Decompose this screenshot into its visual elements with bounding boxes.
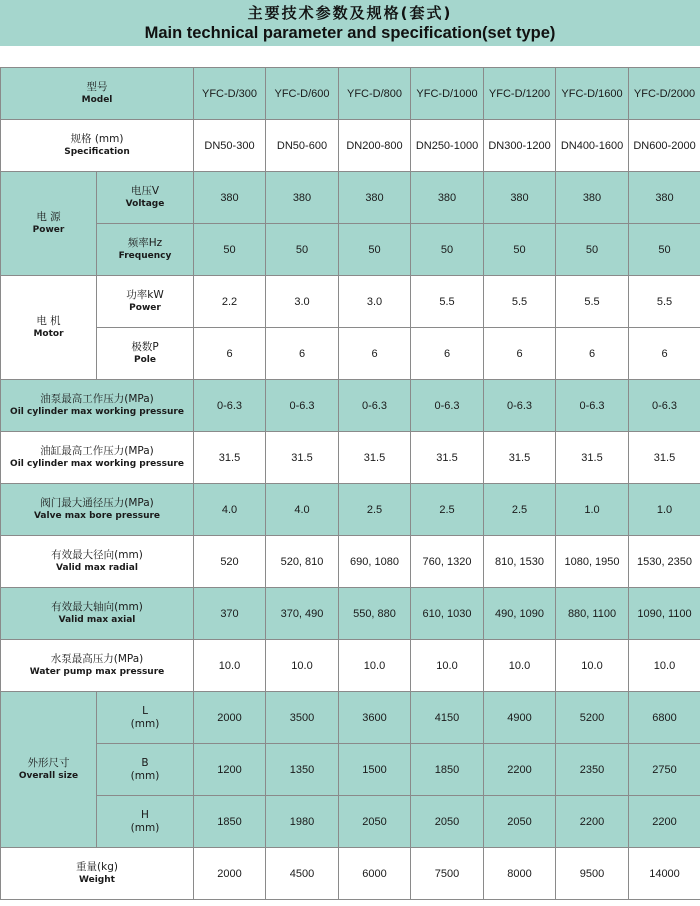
row-size-h (1, 796, 700, 848)
size-b-cell: 1850 (411, 744, 484, 796)
voltage-cell: 380 (556, 172, 629, 224)
water-pump-cell: 10.0 (339, 640, 411, 692)
radial-cell: 520 (194, 536, 266, 588)
title-english: Main technical parameter and specification(set type) (144, 24, 556, 42)
oil-cylinder-cell: 31.5 (411, 432, 484, 484)
size-l-cell: 3500 (266, 692, 339, 744)
specification-label: 规格 (mm) Specification (1, 120, 194, 172)
oil-pump-label: 油泵最高工作压力(MPa) Oil cylinder max working pressure (1, 380, 194, 432)
valve-cell: 2.5 (411, 484, 484, 536)
size-l-cell: 4900 (484, 692, 556, 744)
size-l-cell: 3600 (339, 692, 411, 744)
radial-cell: 1080, 1950 (556, 536, 629, 588)
spec-cell: DN400-1600 (556, 120, 629, 172)
row-specification (1, 120, 700, 172)
title-band (0, 0, 700, 46)
size-l-label: L (mm) (97, 692, 194, 744)
water-pump-cell: 10.0 (266, 640, 339, 692)
motor-power-cell: 5.5 (629, 276, 700, 328)
oil-cylinder-cell: 31.5 (194, 432, 266, 484)
valve-cell: 2.5 (339, 484, 411, 536)
title-chinese: 主要技术参数及规格(套式) (247, 4, 453, 22)
row-model (1, 68, 700, 120)
size-l-cell: 2000 (194, 692, 266, 744)
size-b-cell: 1200 (194, 744, 266, 796)
water-pump-cell: 10.0 (629, 640, 700, 692)
motor-group-label: 电 机 Motor (1, 276, 97, 380)
motor-power-cell: 2.2 (194, 276, 266, 328)
motor-power-cell: 5.5 (411, 276, 484, 328)
oil-cylinder-cell: 31.5 (339, 432, 411, 484)
voltage-label: 电压V Voltage (97, 172, 194, 224)
row-water-pump (1, 640, 700, 692)
axial-cell: 610, 1030 (411, 588, 484, 640)
row-motor-power (1, 276, 700, 328)
size-l-cell: 6800 (629, 692, 700, 744)
spec-cell: DN200-800 (339, 120, 411, 172)
size-b-label: B (mm) (97, 744, 194, 796)
spec-cell: DN600-2000 (629, 120, 700, 172)
water-pump-cell: 10.0 (484, 640, 556, 692)
row-oil-pump (1, 380, 700, 432)
axial-cell: 880, 1100 (556, 588, 629, 640)
row-radial (1, 536, 700, 588)
motor-power-cell: 3.0 (266, 276, 339, 328)
axial-cell: 490, 1090 (484, 588, 556, 640)
size-b-cell: 2750 (629, 744, 700, 796)
pole-cell: 6 (484, 328, 556, 380)
size-b-cell: 1350 (266, 744, 339, 796)
model-label: 型号 Model (1, 68, 194, 120)
radial-cell: 760, 1320 (411, 536, 484, 588)
valve-cell: 1.0 (629, 484, 700, 536)
model-cell: YFC-D/1600 (556, 68, 629, 120)
model-cell: YFC-D/300 (194, 68, 266, 120)
pole-cell: 6 (556, 328, 629, 380)
frequency-cell: 50 (194, 224, 266, 276)
model-cell: YFC-D/2000 (629, 68, 700, 120)
size-b-cell: 1500 (339, 744, 411, 796)
row-oil-cylinder (1, 432, 700, 484)
voltage-cell: 380 (629, 172, 700, 224)
size-b-cell: 2350 (556, 744, 629, 796)
model-cell: YFC-D/800 (339, 68, 411, 120)
spec-cell: DN50-300 (194, 120, 266, 172)
row-valve (1, 484, 700, 536)
weight-label: 重量(kg) Weight (1, 848, 194, 900)
water-pump-cell: 10.0 (411, 640, 484, 692)
model-cell: YFC-D/600 (266, 68, 339, 120)
oil-cylinder-cell: 31.5 (556, 432, 629, 484)
spec-cell: DN250-1000 (411, 120, 484, 172)
weight-cell: 4500 (266, 848, 339, 900)
model-cell: YFC-D/1000 (411, 68, 484, 120)
size-h-cell: 2200 (556, 796, 629, 848)
pole-cell: 6 (266, 328, 339, 380)
oil-cylinder-cell: 31.5 (266, 432, 339, 484)
weight-cell: 2000 (194, 848, 266, 900)
weight-cell: 6000 (339, 848, 411, 900)
radial-cell: 810, 1530 (484, 536, 556, 588)
size-h-cell: 2050 (339, 796, 411, 848)
oil-pump-cell: 0-6.3 (629, 380, 700, 432)
overall-size-label: 外形尺寸 Overall size (1, 692, 97, 848)
voltage-cell: 380 (484, 172, 556, 224)
voltage-cell: 380 (194, 172, 266, 224)
oil-pump-cell: 0-6.3 (194, 380, 266, 432)
row-size-l (1, 692, 700, 744)
size-l-cell: 4150 (411, 692, 484, 744)
weight-cell: 8000 (484, 848, 556, 900)
size-l-cell: 5200 (556, 692, 629, 744)
valve-cell: 2.5 (484, 484, 556, 536)
motor-power-label: 功率kW Power (97, 276, 194, 328)
row-axial (1, 588, 700, 640)
oil-pump-cell: 0-6.3 (266, 380, 339, 432)
size-b-cell: 2200 (484, 744, 556, 796)
valve-cell: 4.0 (194, 484, 266, 536)
row-voltage (1, 172, 700, 224)
weight-cell: 7500 (411, 848, 484, 900)
axial-cell: 370 (194, 588, 266, 640)
oil-pump-cell: 0-6.3 (339, 380, 411, 432)
pole-cell: 6 (629, 328, 700, 380)
pole-cell: 6 (194, 328, 266, 380)
water-pump-cell: 10.0 (194, 640, 266, 692)
motor-power-cell: 5.5 (556, 276, 629, 328)
spec-cell: DN300-1200 (484, 120, 556, 172)
size-h-cell: 2050 (411, 796, 484, 848)
size-h-cell: 1850 (194, 796, 266, 848)
frequency-cell: 50 (339, 224, 411, 276)
frequency-cell: 50 (556, 224, 629, 276)
weight-cell: 9500 (556, 848, 629, 900)
power-group-label: 电 源 Power (1, 172, 97, 276)
pole-cell: 6 (411, 328, 484, 380)
oil-cylinder-cell: 31.5 (629, 432, 700, 484)
valve-cell: 1.0 (556, 484, 629, 536)
model-cell: YFC-D/1200 (484, 68, 556, 120)
frequency-cell: 50 (484, 224, 556, 276)
frequency-cell: 50 (629, 224, 700, 276)
motor-power-cell: 3.0 (339, 276, 411, 328)
spec-cell: DN50-600 (266, 120, 339, 172)
water-pump-label: 水泵最高压力(MPa) Water pump max pressure (1, 640, 194, 692)
radial-cell: 1530, 2350 (629, 536, 700, 588)
size-h-cell: 1980 (266, 796, 339, 848)
voltage-cell: 380 (411, 172, 484, 224)
oil-cylinder-cell: 31.5 (484, 432, 556, 484)
oil-pump-cell: 0-6.3 (556, 380, 629, 432)
row-frequency (1, 224, 700, 276)
frequency-label: 频率Hz Frequency (97, 224, 194, 276)
oil-pump-cell: 0-6.3 (411, 380, 484, 432)
axial-label: 有效最大轴向(mm) Valid max axial (1, 588, 194, 640)
valve-label: 阀门最大通径压力(MPa) Valve max bore pressure (1, 484, 194, 536)
row-pole (1, 328, 700, 380)
radial-cell: 690, 1080 (339, 536, 411, 588)
weight-cell: 14000 (629, 848, 700, 900)
pole-label: 极数P Pole (97, 328, 194, 380)
size-h-label: H (mm) (97, 796, 194, 848)
oil-pump-cell: 0-6.3 (484, 380, 556, 432)
motor-power-cell: 5.5 (484, 276, 556, 328)
row-weight (1, 848, 700, 900)
radial-label: 有效最大径向(mm) Valid max radial (1, 536, 194, 588)
voltage-cell: 380 (266, 172, 339, 224)
size-h-cell: 2200 (629, 796, 700, 848)
valve-cell: 4.0 (266, 484, 339, 536)
size-h-cell: 2050 (484, 796, 556, 848)
spec-table (0, 67, 700, 900)
pole-cell: 6 (339, 328, 411, 380)
axial-cell: 550, 880 (339, 588, 411, 640)
water-pump-cell: 10.0 (556, 640, 629, 692)
frequency-cell: 50 (411, 224, 484, 276)
oil-cylinder-label: 油缸最高工作压力(MPa) Oil cylinder max working pressure (1, 432, 194, 484)
row-size-b (1, 744, 700, 796)
voltage-cell: 380 (339, 172, 411, 224)
radial-cell: 520, 810 (266, 536, 339, 588)
frequency-cell: 50 (266, 224, 339, 276)
axial-cell: 370, 490 (266, 588, 339, 640)
axial-cell: 1090, 1100 (629, 588, 700, 640)
